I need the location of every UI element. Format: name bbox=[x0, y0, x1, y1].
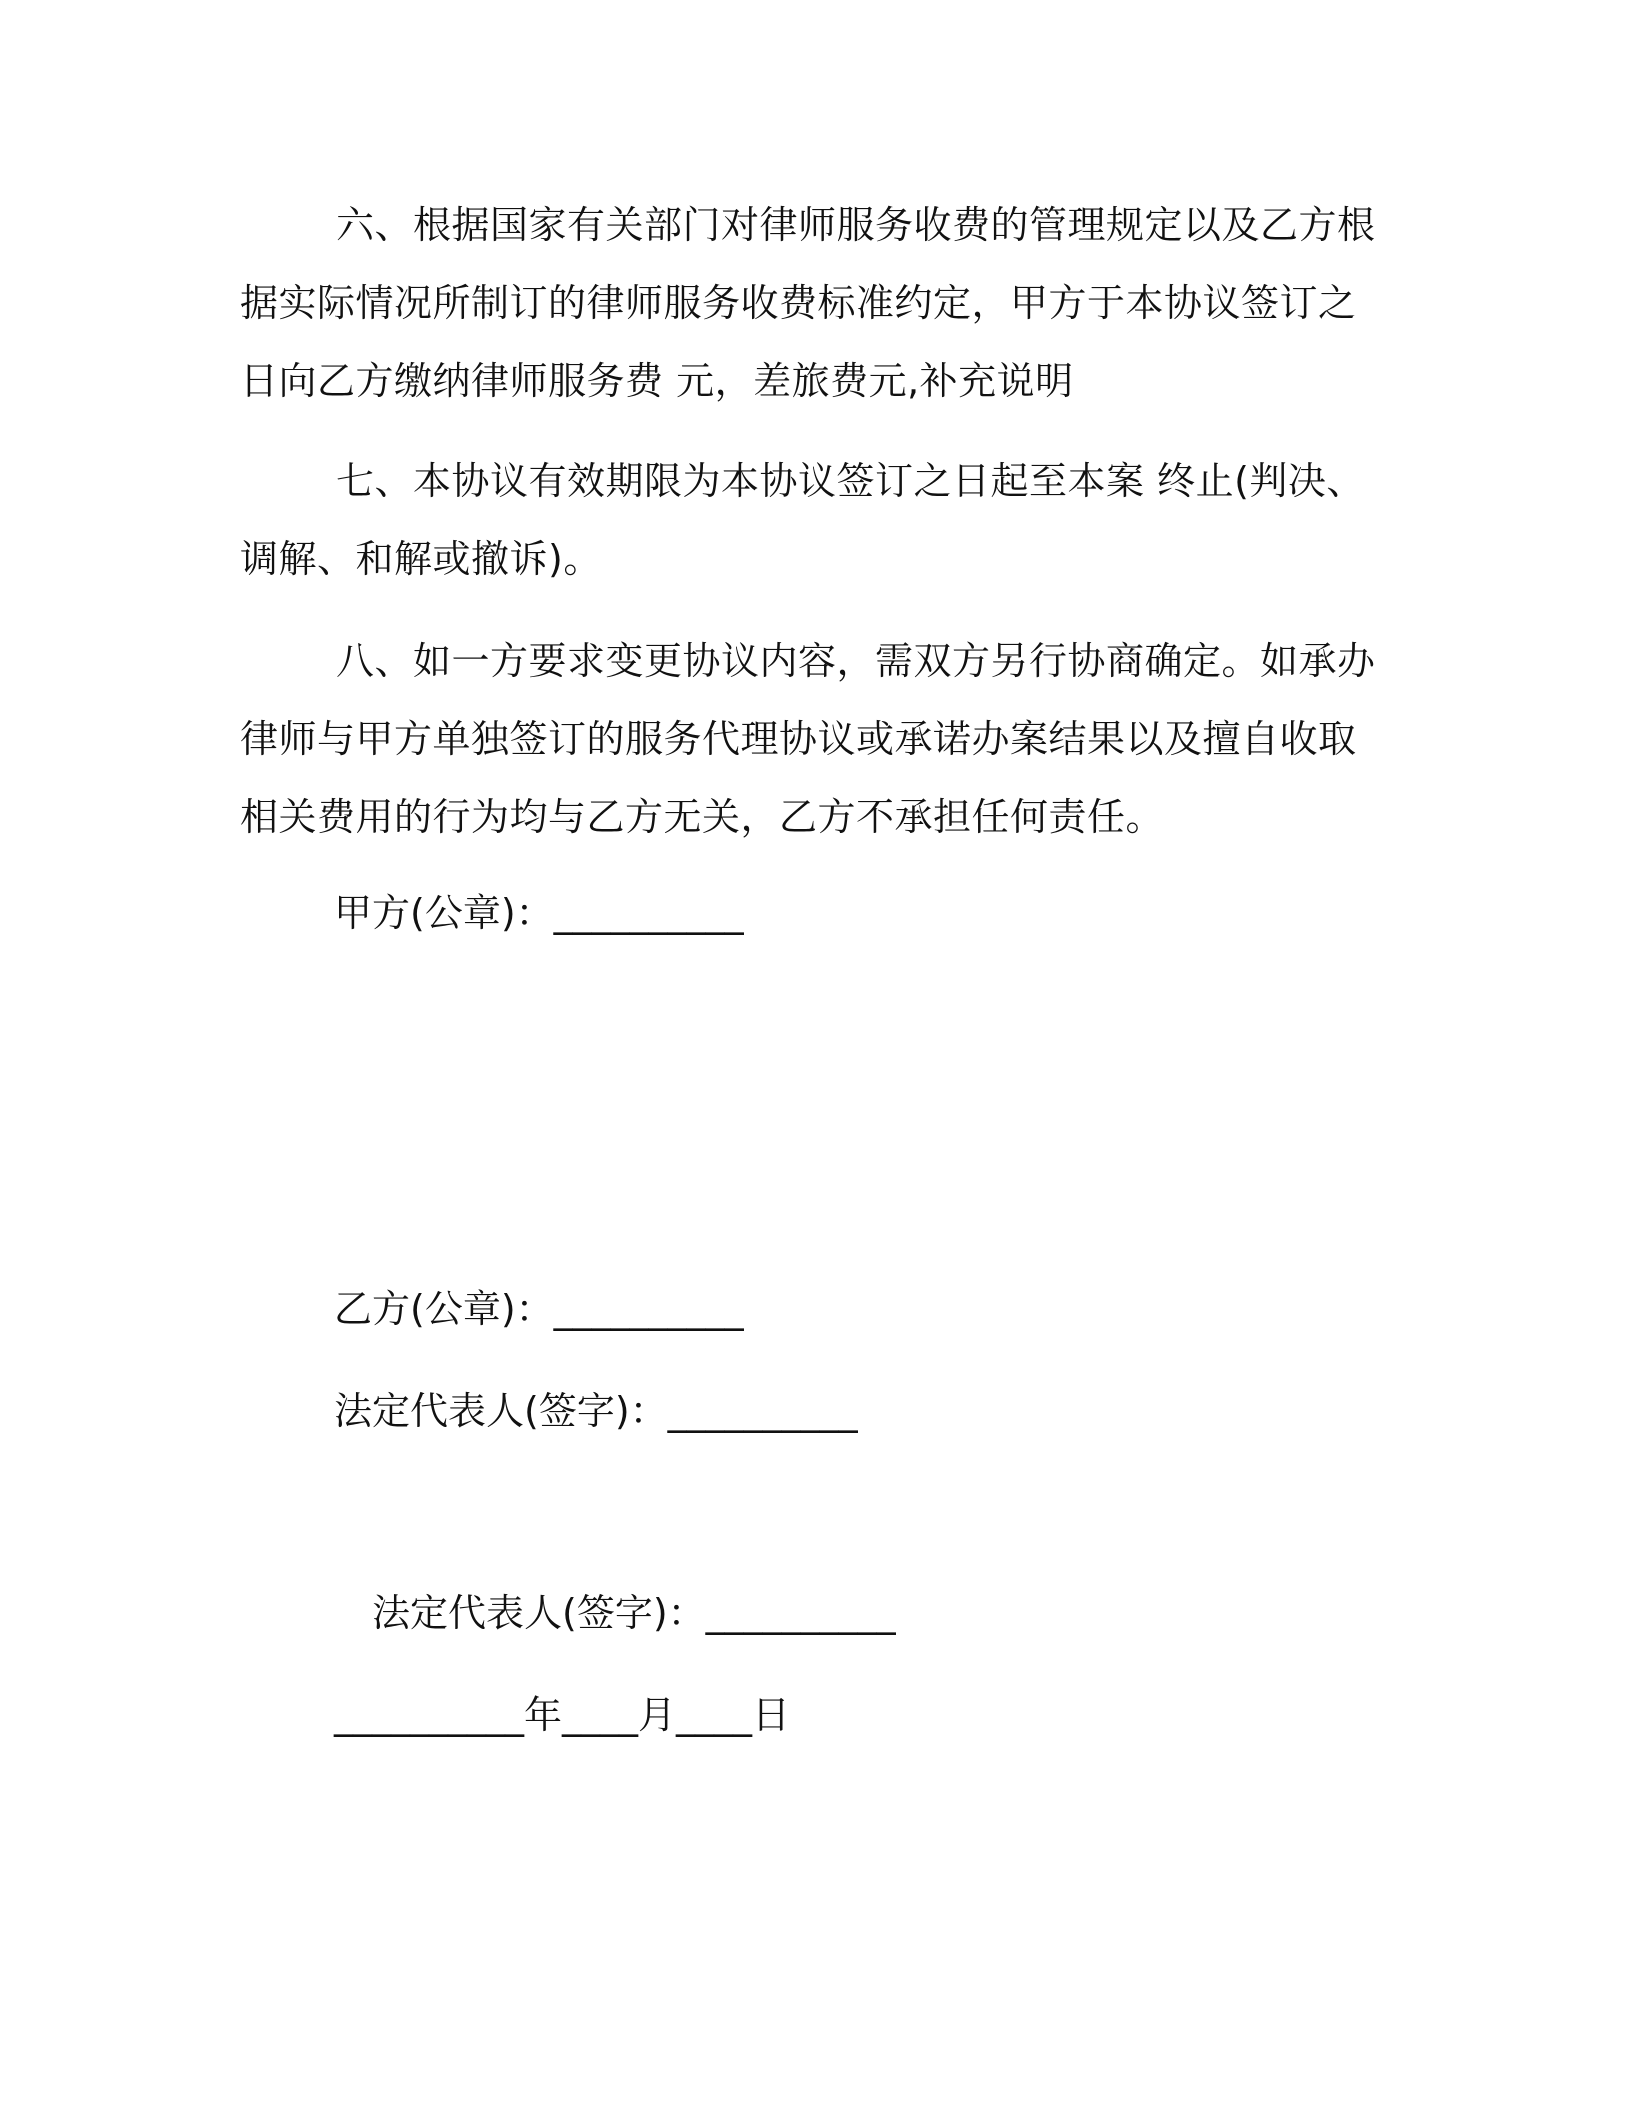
legal-representative-signature-line: 法定代表人(签字)：__________ bbox=[334, 1389, 858, 1433]
clause-8: 八、如一方要求变更协议内容，需双方另行协商确定。如承办律师与甲方单独签订的服务代理协议或承诺办案结果以及擅自收取相关费用的行为均与乙方无关，乙方不承担任何责任。 bbox=[240, 639, 1376, 839]
party-a-seal-line: 甲方(公章)：__________ bbox=[334, 891, 744, 935]
party-b-seal-line: 乙方(公章)：__________ bbox=[334, 1287, 744, 1331]
date-line: __________年____月____日 bbox=[334, 1693, 791, 1737]
clause-6: 六、根据国家有关部门对律师服务收费的管理规定以及乙方根据实际情况所制订的律师服务收费标准约定，甲方于本协议签订之日向乙方缴纳律师服务费 元，差旅费元,补充说明 bbox=[240, 203, 1376, 403]
clause-7: 七、本协议有效期限为本协议签订之日起至本案 终止(判决、调解、和解或撤诉)。 bbox=[240, 459, 1365, 581]
legal-representative-signature-line-2: 法定代表人(签字)：__________ bbox=[372, 1591, 896, 1635]
